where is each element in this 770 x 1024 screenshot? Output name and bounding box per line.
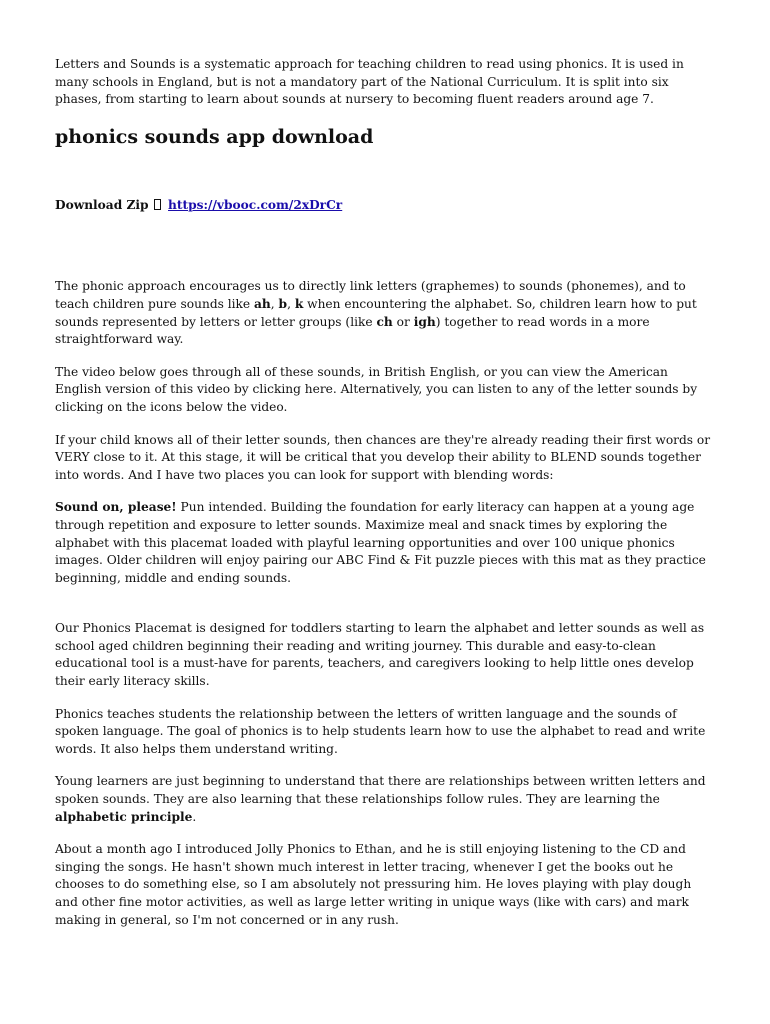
- paragraph-letter-sounds: If your child knows all of their letter sounds, then chances are they're already reading their first words or VERY close to it. At this stage, it will be critical that you develop their ability to BLEND sounds together into words. And I have two places you can look for support with blending words:: [55, 432, 711, 482]
- intro-paragraph: Letters and Sounds is a systematic approach for teaching children to read using phonics. It is used in many schools in England, but is not a mandatory part of the National Curriculum. It is split into six phases, from starting to learn about sounds at nursery to becoming fluent readers around age 7.: [55, 57, 684, 107]
- paragraph-sound-on: [55, 499, 715, 587]
- bold-lead: Sound on, please!: [55, 500, 177, 515]
- bold-sound-b: b: [278, 296, 288, 311]
- paragraph-jolly-phonics: About a month ago I introduced Jolly Phonics to Ethan, and he is still enjoying listening to the CD and singing the songs. He hasn't shown much interest in letter tracing, whenever I get the books out he chooses to do something else, so I am absolutely not pressuring him. He loves playing with play dough and other fine motor activities, as well as large letter writing in unique ways (like with cars) and mark making in general, so I'm not concerned or in any rush.: [55, 842, 692, 927]
- download-label: Download Zip: [55, 197, 149, 212]
- page-title: phonics sounds app download: [55, 125, 374, 148]
- paragraph-phonic-approach: [55, 278, 715, 348]
- text-run: .: [192, 809, 197, 824]
- download-line: [55, 197, 715, 215]
- text-run: ,: [270, 296, 279, 311]
- text-run: ) together to read words in a more straightforward way.: [55, 314, 650, 347]
- paragraph-video: The video below goes through all of these sounds, in British English, or you can view the American English version of this video by clicking here. Alternatively, you can listen to any of the letter sounds by clicking on the icons below the video.: [55, 364, 698, 414]
- text-run: Young learners are just beginning to understand that there are relationships between written letters and spoken sounds. They are also learning that these relationships follow rules. They are learning the: [55, 774, 706, 807]
- paragraph-phonics-teaches: Phonics teaches students the relationship between the letters of written language and the sounds of spoken language. The goal of phonics is to help students learn how to use the alphabet to read and write words. It also helps them understand writing.: [55, 706, 706, 756]
- text-run: The phonic approach encourages us to directly link letters (graphemes) to sounds (phonemes), and to teach children pure sounds like: [55, 279, 686, 311]
- text-run: when encountering the alphabet. So, children learn how to put sounds represented by letters or letter groups (like: [55, 296, 697, 329]
- bold-sound-k: k: [294, 296, 304, 311]
- text-run: ,: [287, 296, 295, 311]
- text-run: Pun intended. Building the foundation for early literacy can happen at a young age through repetition and exposure to letter sounds. Maximize meal and snack times by exploring the alphabet with this placemat loaded with playful learning opportunities and over 100 unique phonics images. Older children will enjoy pairing our ABC Find & Fit puzzle pieces with this mat as they practice beginning, middle and ending sounds.: [55, 500, 706, 585]
- bold-sound-ah: ah: [254, 296, 271, 311]
- document-page: [55, 56, 715, 929]
- bold-sound-igh: igh: [413, 314, 436, 329]
- missing-glyph-icon: [154, 199, 161, 210]
- paragraph-young-learners: [55, 773, 715, 826]
- bold-alphabetic-principle: alphabetic principle: [55, 809, 193, 824]
- bold-sound-ch: ch: [376, 314, 393, 329]
- download-link[interactable]: https://vbooc.com/2xDrCr: [168, 197, 343, 212]
- text-run: or: [392, 314, 414, 329]
- paragraph-placemat: Our Phonics Placemat is designed for toddlers starting to learn the alphabet and letter sounds as well as school aged children beginning their reading and writing journey. This durable and easy-to-clean educational tool is a must-have for parents, teachers, and caregivers looking to help little ones develop their early literacy skills.: [55, 621, 705, 689]
